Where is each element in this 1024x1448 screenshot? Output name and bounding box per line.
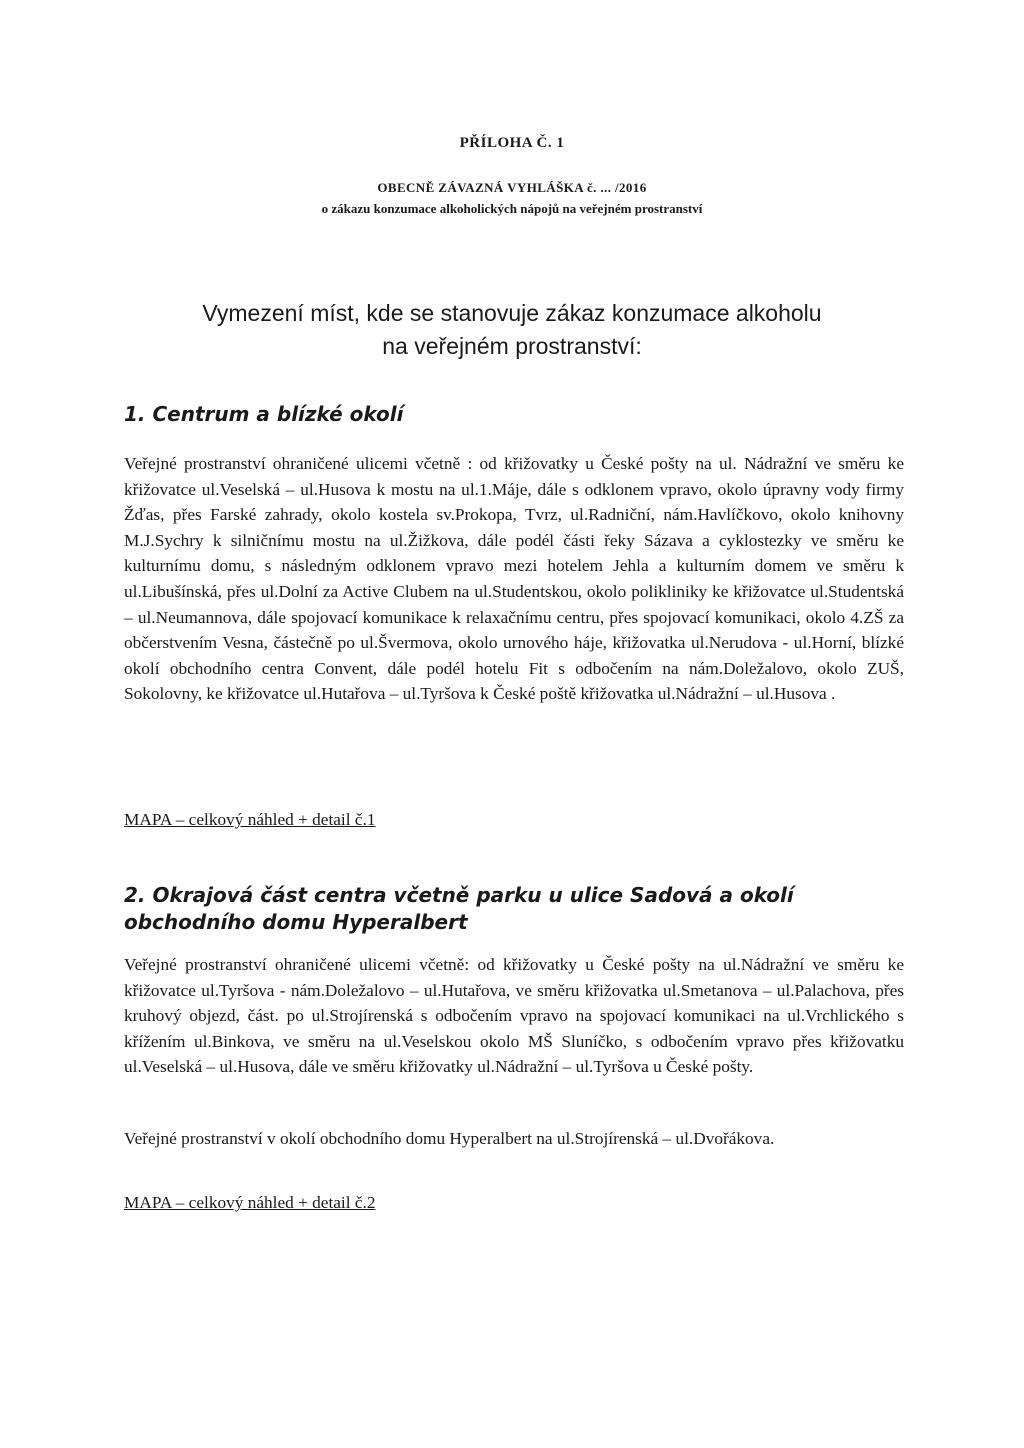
section2-title-line2: obchodního domu Hyperalbert [124, 910, 468, 934]
decree-subtitle: o zákazu konzumace alkoholických nápojů na veřejném prostranství [321, 201, 703, 216]
section1-map-link[interactable]: MAPA – celkový náhled + detail č.1 [124, 810, 376, 829]
main-heading-line2: na veřejném prostranství: [382, 333, 642, 359]
section2-paragraph-2: Veřejné prostranství v okolí obchodního domu Hyperalbert na ul.Strojírenská – ul.Dvořákova. [124, 1129, 775, 1148]
main-heading [0, 297, 1024, 363]
section1-paragraph: Veřejné prostranství ohraničené ulicemi včetně : od křižovatky u České pošty na ul. Nádražní ve směru ke křižovatce ul.Veselská – ul.Husova k mostu na ul.1.Máje, dále s odklonem vpravo, okolo úpravny vody firmy Žďas, přes Farské zahrady, okolo kostela sv.Prokopa, Tvrz, ul.Radniční, nám.Havlíčkovo, okolo knihovny M.J.Sychry k silničnímu mostu na ul.Žižkova, dále podél části řeky Sázava a cyklostezky ve směru ke kulturnímu domu, s následným odklonem vpravo mezi hotelem Jehla a kulturním domem ve směru k ul.Libušínská, přes ul.Dolní za Active Clubem na ul.Studentskou, okolo polikliniky ke křižovatce ul.Studentská – ul.Neumannova, dále spojovací komunikace k relaxačnímu centru, přes spojovací komunikaci, okolo 4.ZŠ za občerstvením Vesna, částečně po ul.Švermova, okolo urnového háje, křižovatka ul.Nerudova - ul.Horní, blízké okolí obchodního centra Convent, dále podél hotelu Fit s odbočením na nám.Doležalovo, okolo ZUŠ, Sokolovny, ke křižovatce ul.Hutařova – ul.Tyršova k České poště křižovatka ul.Nádražní – ul.Husova . [124, 454, 904, 704]
decree-title: OBECNĚ ZÁVAZNÁ VYHLÁŠKA č. ... /2016 [377, 180, 647, 195]
main-heading-line1: Vymezení míst, kde se stanovuje zákaz konzumace alkoholu [202, 300, 822, 326]
attachment-label: PŘÍLOHA Č. 1 [459, 135, 565, 151]
section2-map-link[interactable]: MAPA – celkový náhled + detail č.2 [124, 1193, 376, 1212]
section2-paragraph-1: Veřejné prostranství ohraničené ulicemi včetně: od křižovatky u České pošty na ul.Nádražní ve směru ke křižovatce ul.Tyršova - nám.Doležalovo – ul.Hutařova, ve směru křižovatka ul.Smetanova – ul.Palachova, přes kruhový objezd, část. po ul.Strojírenská s odbočením vpravo na spojovací komunikaci na ul.Vrchlického s křížením ul.Binkova, ve směru na ul.Veselskou okolo MŠ Sluníčko, s odbočením vpravo přes křižovatku ul.Veselská – ul.Husova, dále ve směru křižovatky ul.Nádražní – ul.Tyršova u České pošty. [124, 955, 904, 1077]
section2-title [124, 882, 844, 936]
section1-title: 1. Centrum a blízké okolí [124, 402, 404, 426]
section2-title-line1: 2. Okrajová část centra včetně parku u ulice Sadová a okolí [124, 883, 794, 907]
